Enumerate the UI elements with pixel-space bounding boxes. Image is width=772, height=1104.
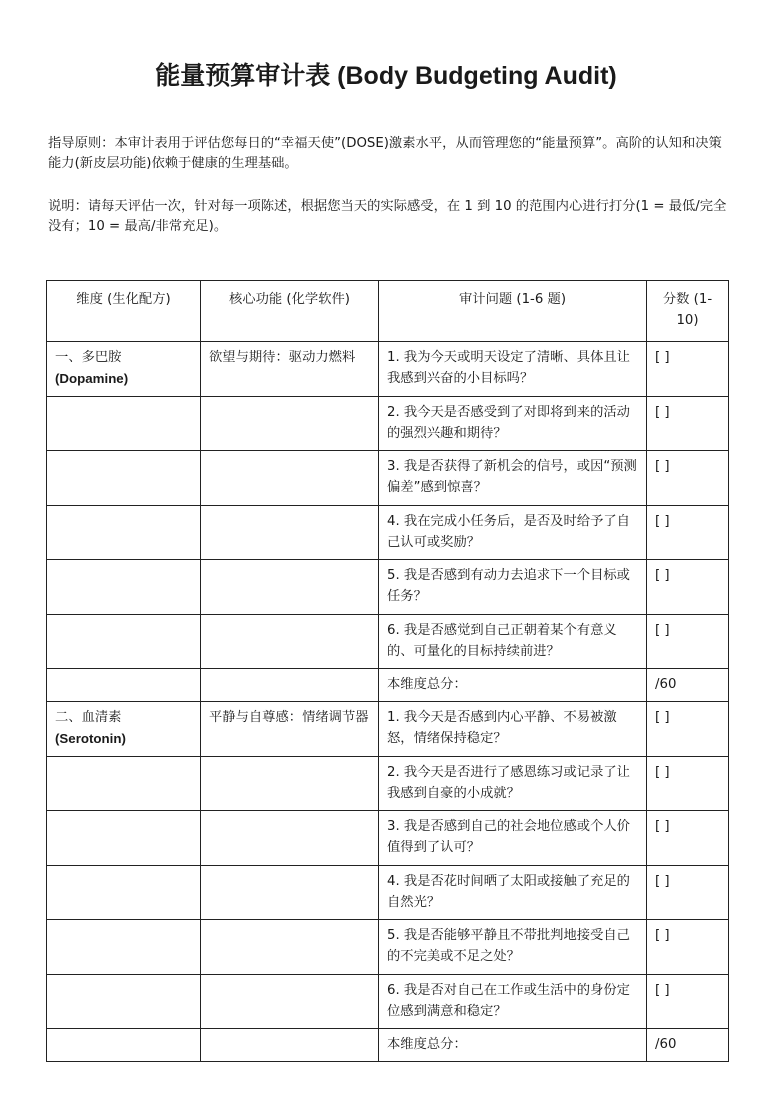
empty-cell: [201, 1029, 379, 1062]
guideline-paragraph: 指导原则：本审计表用于评估您每日的“幸福天使”(DOSE)激素水平，从而管理您的“能量预算”。高阶的认知和决策能力(新皮层功能)依赖于健康的生理基础。: [48, 136, 722, 171]
dimension-cell: [47, 342, 201, 397]
table-row: [47, 920, 729, 975]
total-score[interactable]: /60: [647, 1029, 729, 1062]
function-cell: [201, 614, 379, 669]
dimension-name-en: (Dopamine): [55, 371, 129, 386]
total-label: 本维度总分：: [379, 669, 647, 702]
question-cell: 2. 我今天是否进行了感恩练习或记录了让我感到自豪的小成就？: [379, 756, 647, 811]
score-field[interactable]: [ ]: [647, 560, 729, 615]
question-cell: 6. 我是否对自己在工作或生活中的身份定位感到满意和稳定？: [379, 974, 647, 1029]
question-cell: 2. 我今天是否感受到了对即将到来的活动的强烈兴趣和期待？: [379, 396, 647, 451]
header-score: 分数 (1-10): [647, 281, 729, 342]
score-field[interactable]: [ ]: [647, 865, 729, 920]
dimension-cell: [47, 865, 201, 920]
question-cell: 1. 我今天是否感到内心平静、不易被激怒，情绪保持稳定？: [379, 702, 647, 757]
total-score[interactable]: /60: [647, 669, 729, 702]
table-row: [47, 865, 729, 920]
table-row: [47, 342, 729, 397]
empty-cell: [47, 1029, 201, 1062]
function-cell: [201, 920, 379, 975]
table-row: [47, 396, 729, 451]
score-field[interactable]: [ ]: [647, 756, 729, 811]
dimension-name-cn: 一、多巴胺: [55, 350, 122, 365]
score-field[interactable]: [ ]: [647, 920, 729, 975]
empty-cell: [201, 669, 379, 702]
dimension-cell: [47, 560, 201, 615]
function-cell: [201, 756, 379, 811]
total-row: [47, 1029, 729, 1062]
table-row: [47, 614, 729, 669]
dimension-cell: [47, 614, 201, 669]
function-cell: [201, 811, 379, 866]
dimension-name-en: (Serotonin): [55, 731, 126, 746]
question-cell: 5. 我是否感到有动力去追求下一个目标或任务？: [379, 560, 647, 615]
function-cell: [201, 505, 379, 560]
table-row: [47, 505, 729, 560]
score-field[interactable]: [ ]: [647, 451, 729, 506]
dimension-cell: [47, 396, 201, 451]
question-cell: 3. 我是否感到自己的社会地位感或个人价值得到了认可？: [379, 811, 647, 866]
dimension-cell: [47, 920, 201, 975]
dimension-name-cn: 二、血清素: [55, 710, 122, 725]
score-field[interactable]: [ ]: [647, 974, 729, 1029]
dimension-cell: [47, 974, 201, 1029]
question-cell: 6. 我是否感觉到自己正朝着某个有意义的、可量化的目标持续前进？: [379, 614, 647, 669]
table-row: [47, 451, 729, 506]
dimension-cell: [47, 702, 201, 757]
table-row: [47, 756, 729, 811]
dimension-cell: [47, 505, 201, 560]
question-cell: 1. 我为今天或明天设定了清晰、具体且让我感到兴奋的小目标吗？: [379, 342, 647, 397]
score-field[interactable]: [ ]: [647, 342, 729, 397]
score-field[interactable]: [ ]: [647, 396, 729, 451]
empty-cell: [47, 669, 201, 702]
instructions-paragraph: 说明：请每天评估一次，针对每一项陈述，根据您当天的实际感受，在 1 到 10 的范围内心进行打分(1 = 最低/完全没有；10 = 最高/非常充足)。: [48, 199, 727, 234]
audit-table: [46, 280, 729, 1062]
header-function: 核心功能 (化学软件): [201, 281, 379, 342]
page-title: 能量预算审计表 (Body Budgeting Audit): [155, 62, 617, 90]
score-field[interactable]: [ ]: [647, 505, 729, 560]
function-cell: [201, 974, 379, 1029]
table-row: [47, 560, 729, 615]
score-field[interactable]: [ ]: [647, 811, 729, 866]
question-cell: 5. 我是否能够平静且不带批判地接受自己的不完美或不足之处？: [379, 920, 647, 975]
question-cell: 4. 我是否花时间晒了太阳或接触了充足的自然光？: [379, 865, 647, 920]
total-label: 本维度总分：: [379, 1029, 647, 1062]
question-cell: 3. 我是否获得了新机会的信号，或因“预测偏差”感到惊喜？: [379, 451, 647, 506]
dimension-cell: [47, 811, 201, 866]
function-cell: 欲望与期待：驱动力燃料: [201, 342, 379, 397]
table-row: [47, 811, 729, 866]
dimension-cell: [47, 756, 201, 811]
function-cell: [201, 865, 379, 920]
function-cell: [201, 451, 379, 506]
header-dimension: 维度 (生化配方): [47, 281, 201, 342]
function-cell: [201, 396, 379, 451]
table-row: [47, 702, 729, 757]
question-cell: 4. 我在完成小任务后，是否及时给予了自己认可或奖励？: [379, 505, 647, 560]
total-row: [47, 669, 729, 702]
header-question: 审计问题 (1-6 题): [379, 281, 647, 342]
table-header-row: [47, 281, 729, 342]
function-cell: 平静与自尊感：情绪调节器: [201, 702, 379, 757]
dimension-cell: [47, 451, 201, 506]
score-field[interactable]: [ ]: [647, 702, 729, 757]
function-cell: [201, 560, 379, 615]
score-field[interactable]: [ ]: [647, 614, 729, 669]
table-row: [47, 974, 729, 1029]
